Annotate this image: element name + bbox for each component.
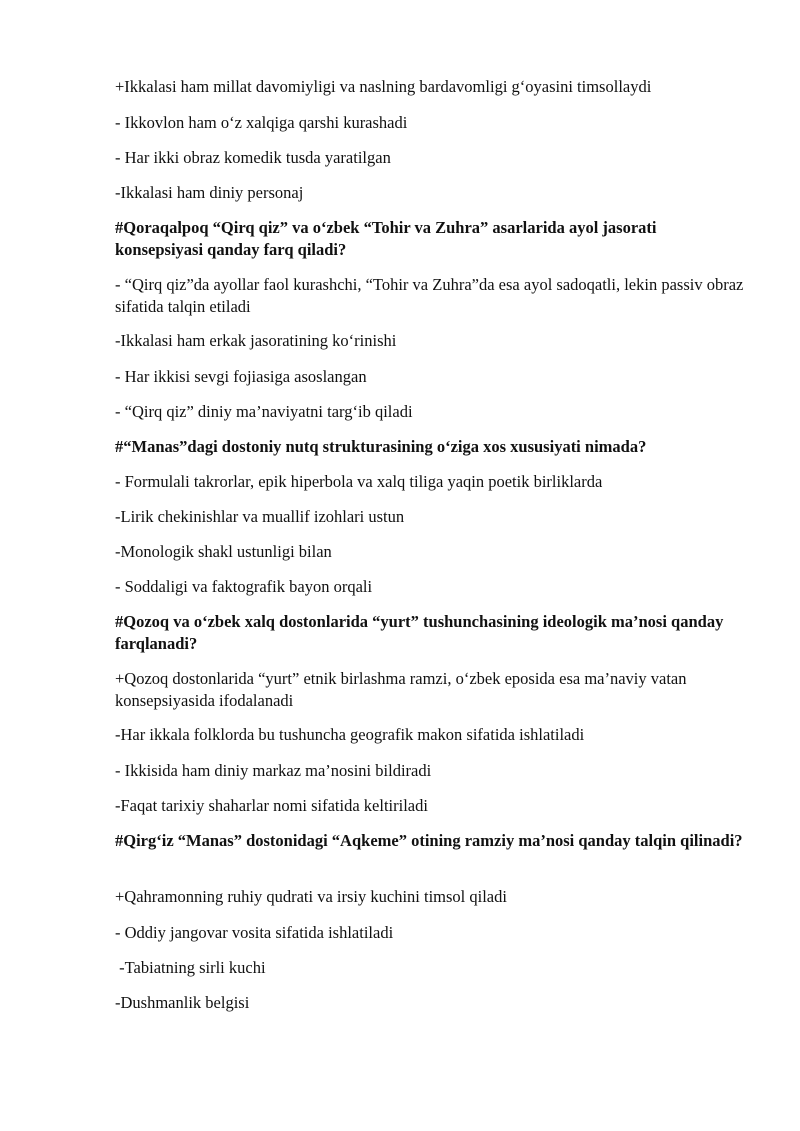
answer-line: -Monologik shakl ustunligi bilan bbox=[115, 542, 332, 561]
answer-line: - Soddaligi va faktografik bayon orqali bbox=[115, 577, 373, 596]
answer-line: +Qahramonning ruhiy qudrati va irsiy kuchini timsol qiladi bbox=[115, 887, 507, 906]
question-line: #Qoraqalpoq “Qirq qiz” va o‘zbek “Tohir va Zuhra” asarlarida ayol jasorati konsepsiyasi qanday farq qiladi? bbox=[115, 218, 657, 259]
answer-line: - Formulali takrorlar, epik hiperbola va xalq tiliga yaqin poetik birliklarda bbox=[115, 472, 603, 491]
answer-line: - Ikkovlon ham o‘z xalqiga qarshi kurashadi bbox=[115, 113, 408, 132]
answer-line: - “Qirq qiz”da ayollar faol kurashchi, “Tohir va Zuhra”da esa ayol sadoqatli, lekin passiv obraz sifatida talqin etiladi bbox=[115, 275, 744, 316]
answer-line: -Lirik chekinishlar va muallif izohlari ustun bbox=[115, 507, 405, 526]
answer-line: - Har ikki obraz komedik tusda yaratilgan bbox=[115, 148, 391, 167]
question-line: #“Manas”dagi dostoniy nutq strukturasining o‘ziga xos xususiyati nimada? bbox=[115, 437, 647, 456]
answer-line: -Dushmanlik belgisi bbox=[115, 993, 250, 1012]
answer-line: - Oddiy jangovar vosita sifatida ishlatiladi bbox=[115, 923, 394, 942]
answer-line: -Ikkalasi ham erkak jasoratining ko‘rinishi bbox=[115, 331, 397, 350]
answer-line: -Ikkalasi ham diniy personaj bbox=[115, 183, 304, 202]
answer-line: -Har ikkala folklorda bu tushuncha geografik makon sifatida ishlatiladi bbox=[115, 725, 585, 744]
answer-line: -Faqat tarixiy shaharlar nomi sifatida keltiriladi bbox=[115, 796, 428, 815]
answer-line: - “Qirq qiz” diniy ma’naviyatni targ‘ib qiladi bbox=[115, 402, 413, 421]
question-line: #Qirg‘iz “Manas” dostonidagi “Aqkeme” otining ramziy ma’nosi qanday talqin qilinadi? bbox=[115, 831, 743, 850]
answer-line: - Ikkisida ham diniy markaz ma’nosini bildiradi bbox=[115, 761, 432, 780]
answer-line: +Qozoq dostonlarida “yurt” etnik birlashma ramzi, o‘zbek eposida esa ma’naviy vatan konsepsiyasida ifodalanadi bbox=[115, 669, 687, 710]
answer-line: - Har ikkisi sevgi fojiasiga asoslangan bbox=[115, 367, 367, 386]
answer-line: -Tabiatning sirli kuchi bbox=[115, 958, 266, 977]
question-line: #Qozoq va o‘zbek xalq dostonlarida “yurt” tushunchasining ideologik ma’nosi qanday farqlanadi? bbox=[115, 612, 724, 653]
answer-line: +Ikkalasi ham millat davomiyligi va naslning bardavomligi g‘oyasini timsollaydi bbox=[115, 77, 652, 96]
